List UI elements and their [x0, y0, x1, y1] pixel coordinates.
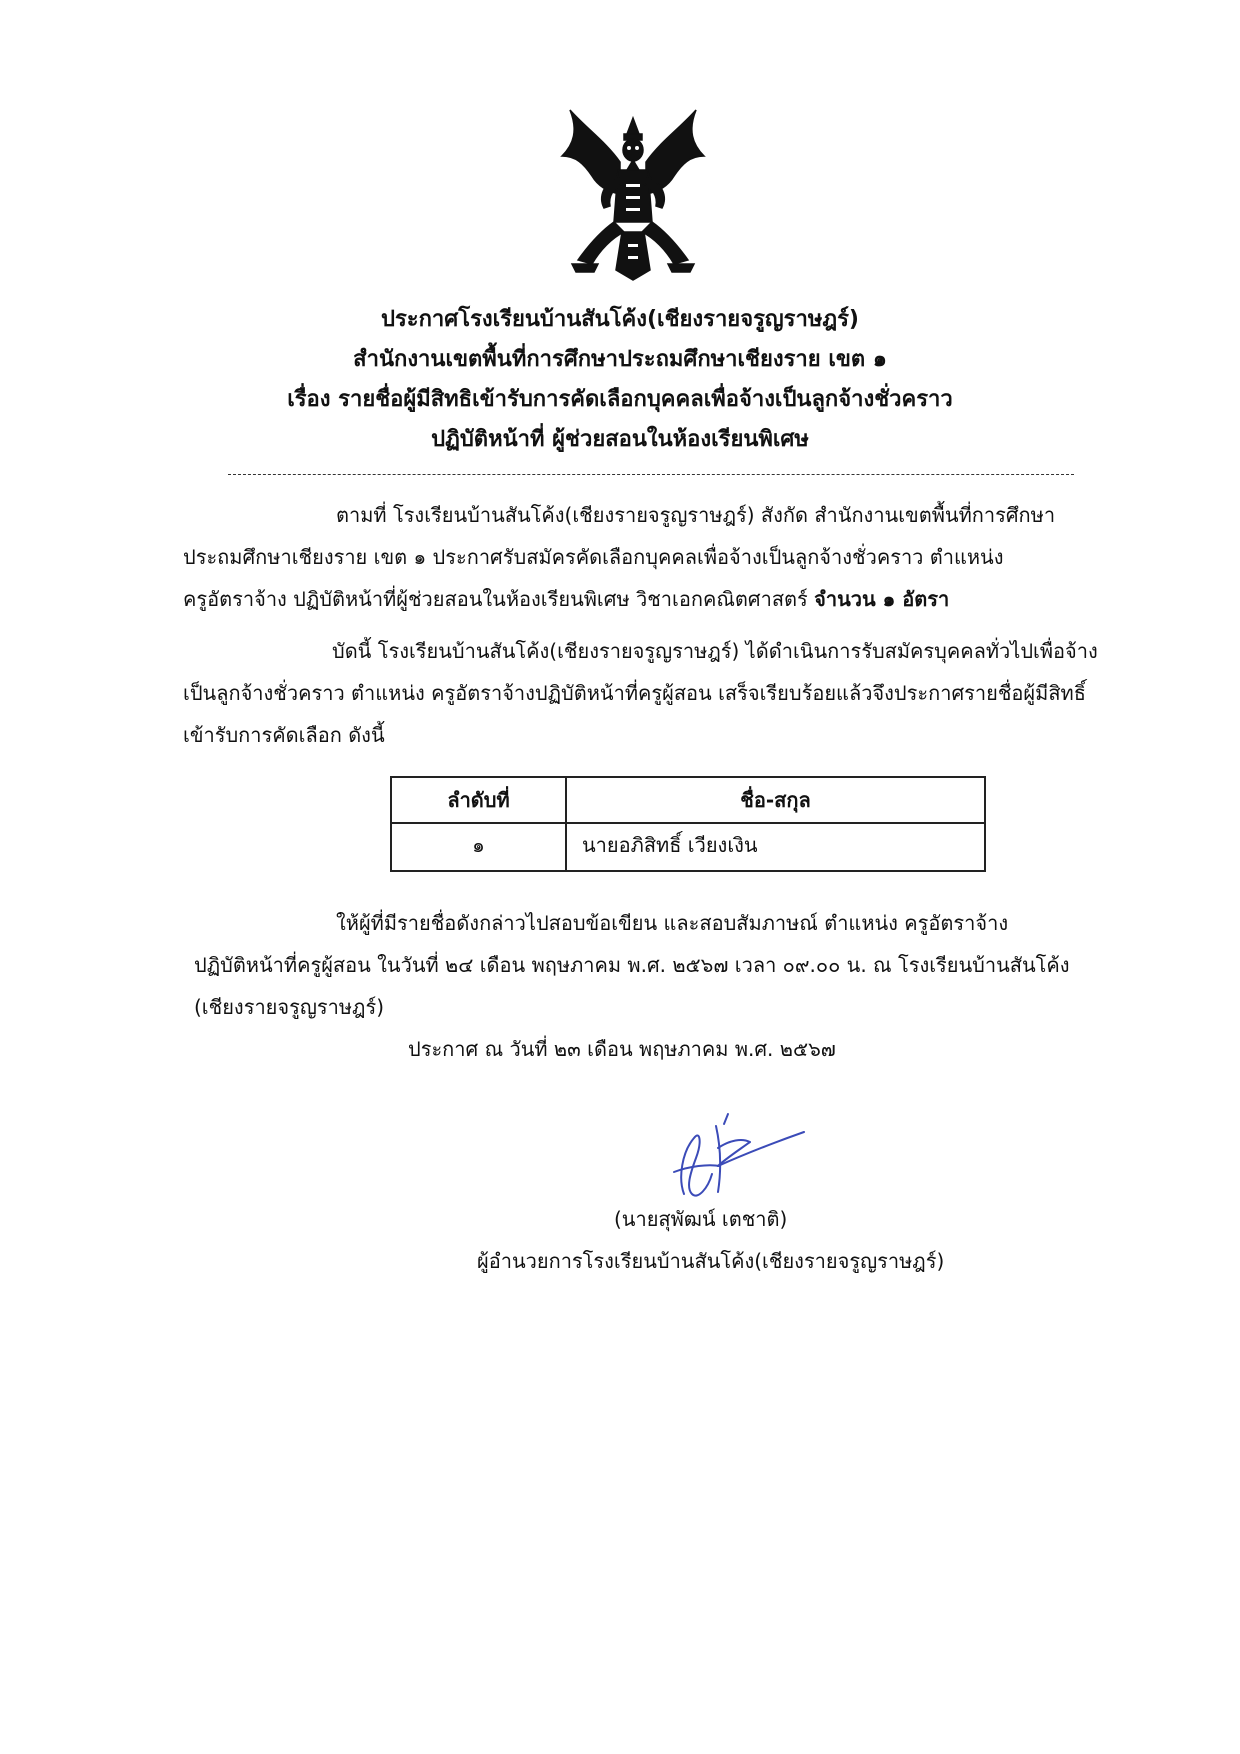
garuda-emblem-icon	[558, 104, 708, 284]
candidate-table	[390, 776, 986, 872]
signatory-name: (นายสุพัฒน์ เตชาติ)	[614, 1207, 788, 1231]
heading-duty: ปฏิบัติหน้าที่ ผู้ช่วยสอนในห้องเรียนพิเศษ	[431, 427, 809, 452]
heading-subject: เรื่อง รายชื่อผู้มีสิทธิเข้ารับการคัดเลือกบุคคลเพื่อจ้างเป็นลูกจ้างชั่วคราว	[287, 387, 953, 412]
dashed-divider	[228, 474, 1074, 475]
handwritten-signature-icon	[660, 1108, 810, 1208]
paragraph-1-line-1: ตามที่ โรงเรียนบ้านสันโค้ง(เชียงรายจรูญราษฎร์) สังกัด สำนักงานเขตพื้นที่การศึกษา	[336, 503, 1056, 527]
paragraph-1-line-3-text: ครูอัตราจ้าง ปฏิบัติหน้าที่ผู้ช่วยสอนในห้องเรียนพิเศษ วิชาเอกคณิตศาสตร์	[183, 587, 808, 611]
table-header-name: ชื่อ-สกุล	[740, 788, 811, 812]
paragraph-2-line-1: บัดนี้ โรงเรียนบ้านสันโค้ง(เชียงรายจรูญราษฎร์) ได้ดำเนินการรับสมัครบุคคลทั่วไปเพื่อจ้าง	[332, 639, 1098, 663]
announcement-date: ประกาศ ณ วันที่ ๒๓ เดือน พฤษภาคม พ.ศ. ๒๕๖๗	[408, 1037, 836, 1061]
paragraph-2-line-3: เข้ารับการคัดเลือก ดังนี้	[183, 723, 385, 747]
paragraph-3-line-3: (เชียงรายจรูญราษฎร์)	[194, 995, 385, 1019]
paragraph-3-line-1: ให้ผู้ที่มีรายชื่อดังกล่าวไปสอบข้อเขียน และสอบสัมภาษณ์ ตำแหน่ง ครูอัตราจ้าง	[336, 911, 1009, 935]
heading-school: ประกาศโรงเรียนบ้านสันโค้ง(เชียงรายจรูญราษฎร์)	[381, 307, 859, 332]
paragraph-3-line-2: ปฏิบัติหน้าที่ครูผู้สอน ในวันที่ ๒๔ เดือน พฤษภาคม พ.ศ. ๒๕๖๗ เวลา ๐๙.๐๐ น. ณ โรงเรียนบ้านสันโค้ง	[194, 953, 1070, 977]
table-cell-order: ๑	[472, 833, 485, 857]
paragraph-2-line-2: เป็นลูกจ้างชั่วคราว ตำแหน่ง ครูอัตราจ้างปฏิบัติหน้าที่ครูผู้สอน เสร็จเรียบร้อยแล้วจึงประกาศรายชื่อผู้มีสิทธิ์	[183, 681, 1086, 705]
table-cell-name: นายอภิสิทธิ์ เวียงเงิน	[582, 833, 758, 857]
paragraph-1-line-3	[183, 584, 949, 614]
position-count: จำนวน ๑ อัตรา	[814, 587, 950, 611]
heading-district-office: สำนักงานเขตพื้นที่การศึกษาประถมศึกษาเชียงราย เขต ๑	[353, 347, 887, 372]
table-header-order: ลำดับที่	[447, 788, 510, 812]
table-row-divider	[392, 822, 984, 824]
signatory-position: ผู้อำนวยการโรงเรียนบ้านสันโค้ง(เชียงรายจรูญราษฎร์)	[477, 1249, 945, 1273]
paragraph-1-line-2: ประถมศึกษาเชียงราย เขต ๑ ประกาศรับสมัครคัดเลือกบุคคลเพื่อจ้างเป็นลูกจ้างชั่วคราว ตำแหน่ง	[183, 545, 1004, 569]
